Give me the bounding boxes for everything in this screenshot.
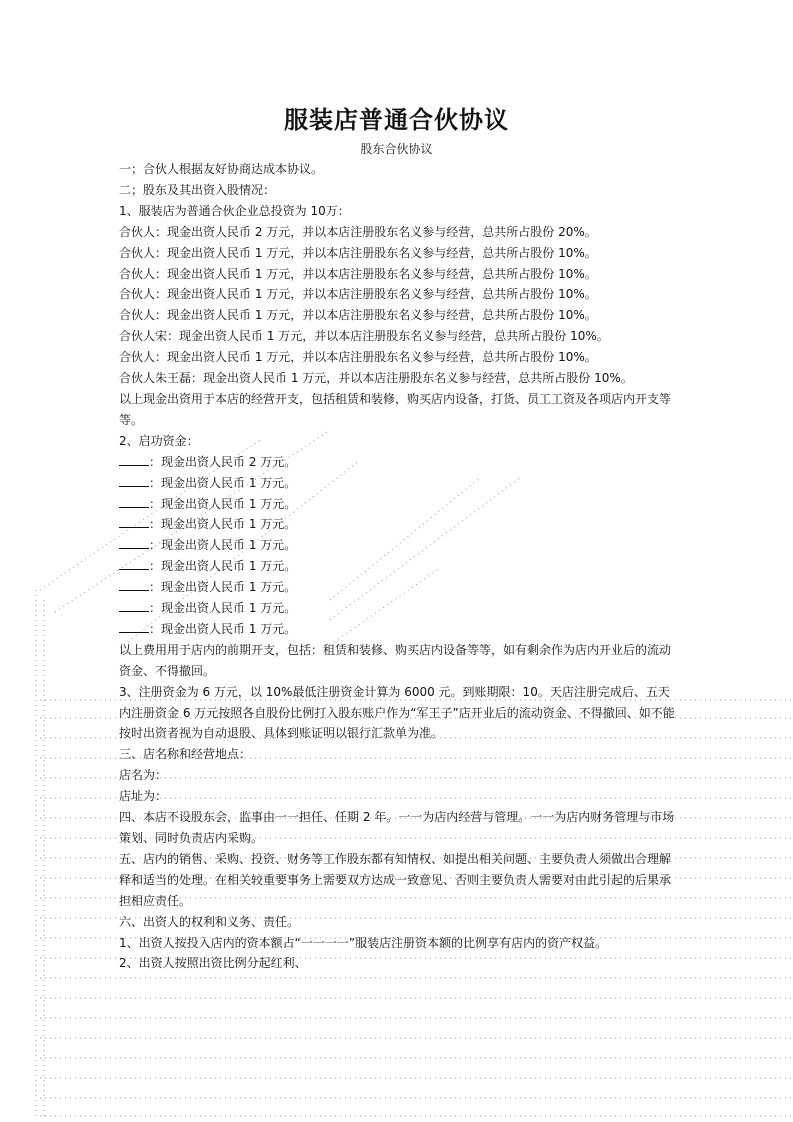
startup-fund-text: ：现金出资人民币 1 万元。 xyxy=(149,517,297,532)
partner-line: 合伙人宋：现金出资人民币 1 万元，并以本店注册股东名义参与经营，总共所占股份 10%。 xyxy=(119,329,609,344)
document-title: 服装店普通合伙协议 xyxy=(284,105,509,134)
clause-6-2: 2、出资人按照出资比例分起红利、 xyxy=(119,956,307,971)
startup-fund-text: ：现金出资人民币 1 万元。 xyxy=(149,559,297,574)
clause-1: 一；合伙人根据友好协商达成本协议。 xyxy=(119,162,324,176)
clause-2-3: 3、注册资金为 6 万元，以 10%最低注册资金计算为 6000 元。到账期限：10。天店注册完成后、五天内注册资金 6 万元按照各自股份比例打入股东账户作为“军王子”店开业后的流动资金、不得撤回、如不能按时出资者视为自动退股、具体到账证明以银行汇款单为准。 xyxy=(119,684,675,741)
startup-fund-text: ：现金出资人民币 1 万元。 xyxy=(149,538,297,553)
partner-line: 合伙人：现金出资人民币 1 万元，并以本店注册股东名义参与经营，总共所占股份 10%。 xyxy=(119,266,597,281)
blank-underline xyxy=(119,494,149,508)
usage-paragraph-1: 以上现金出资用于本店的经营开支，包括租赁和装修，购买店内设备，打货、员工工资及各项店内开支等等。 xyxy=(119,391,672,427)
startup-fund-text: ：现金出资人民币 2 万元。 xyxy=(149,454,297,469)
startup-fund-line xyxy=(119,535,679,556)
startup-fund-line xyxy=(119,577,679,598)
startup-fund-line xyxy=(119,556,679,577)
blank-underline xyxy=(119,473,149,487)
startup-fund-text: ：现金出资人民币 1 万元。 xyxy=(149,580,297,595)
blank-underline xyxy=(119,535,149,549)
startup-fund-line xyxy=(119,619,679,640)
clause-2-1: 1、服装店为普通合伙企业总投资为 10万： xyxy=(119,203,350,218)
partner-line: 合伙人：现金出资人民币 1 万元，并以本店注册股东名义参与经营，总共所占股份 10%。 xyxy=(119,350,597,365)
startup-fund-line xyxy=(119,514,679,535)
startup-fund-line xyxy=(119,452,679,473)
clause-5: 五、店内的销售、采购、投资、财务等工作股东都有知情权、如提出相关问题、主要负责人须做出合理解释和适当的处理。在相关较重要事务上需要双方达成一致意见、否则主要负责人需要对由此引起的后果承担相应责任。 xyxy=(119,851,672,908)
partner-line: 合伙人朱王磊：现金出资人民币 1 万元，并以本店注册股东名义参与经营，总共所占股份 10%。 xyxy=(119,371,633,386)
blank-underline xyxy=(119,619,149,633)
startup-fund-text: ：现金出资人民币 1 万元。 xyxy=(149,475,297,490)
partner-line: 合伙人：现金出资人民币 1 万元，并以本店注册股东名义参与经营，总共所占股份 10%。 xyxy=(119,308,597,323)
startup-fund-text: ：现金出资人民币 1 万元。 xyxy=(149,621,297,636)
clause-6: 六、出资人的权利和义务、责任。 xyxy=(119,914,300,929)
clause-4: 四、本店不设股东会，监事由一一担任、任期 2 年。一一为店内经营与管理。一一为店内财务管理与市场策划、同时负责店内采购。 xyxy=(119,810,675,845)
startup-fund-line xyxy=(119,494,679,515)
startup-fund-text: ：现金出资人民币 1 万元。 xyxy=(149,601,297,616)
blank-underline xyxy=(119,556,149,570)
startup-fund-line xyxy=(119,598,679,619)
document-body xyxy=(119,159,679,974)
startup-fund-text: ：现金出资人民币 1 万元。 xyxy=(149,496,297,511)
startup-fund-line xyxy=(119,473,679,494)
store-name-line: 店名为： xyxy=(119,768,168,783)
blank-underline xyxy=(119,577,149,591)
clause-2-2: 2、启功资金： xyxy=(119,433,199,448)
usage-paragraph-2: 以上费用用于店内的前期开支，包括：租赁和装修、购买店内设备等等，如有剩余作为店内开业后的流动资金、不得撤回。 xyxy=(119,642,672,678)
partner-line: 合伙人：现金出资人民币 1 万元，并以本店注册股东名义参与经营，总共所占股份 10%。 xyxy=(119,287,597,302)
blank-underline xyxy=(119,452,149,466)
partner-line: 合伙人：现金出资人民币 1 万元，并以本店注册股东名义参与经营，总共所占股份 10%。 xyxy=(119,245,597,260)
document-subtitle: 股东合伙协议 xyxy=(360,142,433,156)
blank-underline xyxy=(119,514,149,528)
clause-6-1: 1、出资人按投入店内的资本额占“一一一一”服装店注册资本额的比例享有店内的资产权益。 xyxy=(119,935,608,950)
clause-2: 二；股东及其出资入股情况： xyxy=(119,182,276,197)
partner-line: 合伙人：现金出资人民币 2 万元，并以本店注册股东名义参与经营，总共所占股份 20%。 xyxy=(119,224,597,239)
clause-3: 三、店名称和经营地点： xyxy=(119,747,252,762)
blank-underline xyxy=(119,598,149,612)
store-address-line: 店址为： xyxy=(119,789,168,804)
